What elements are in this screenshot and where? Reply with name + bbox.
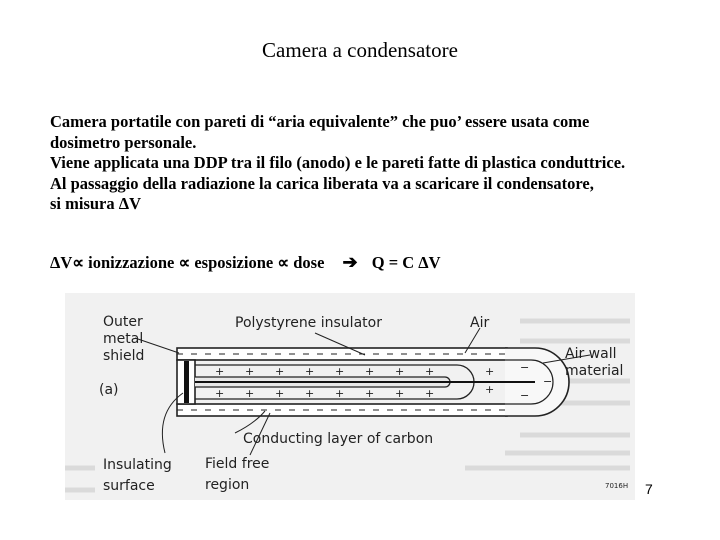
condenser-chamber-diagram [65, 293, 635, 500]
label-field-free-1: Field free [205, 456, 270, 472]
svg-text:+: + [245, 387, 255, 400]
svg-text:+: + [275, 365, 285, 378]
right-arrow-icon: ➔ [342, 252, 358, 272]
formula-right: Q = C ΔV [371, 253, 441, 272]
label-air-wall-1: Air wall [565, 346, 617, 362]
slide-title: Camera a condensatore [262, 38, 458, 62]
label-conducting-layer: Conducting layer of carbon [243, 431, 434, 447]
paragraph-line: si misura ΔV [50, 194, 142, 213]
svg-text:+: + [335, 387, 345, 400]
label-insulating-1: Insulating [103, 457, 172, 473]
svg-text:−: − [543, 375, 553, 388]
description-paragraph [50, 112, 710, 215]
svg-text:+: + [365, 387, 375, 400]
svg-text:+: + [395, 387, 405, 400]
svg-text:+: + [425, 387, 435, 400]
label-air-wall-2: material [565, 363, 624, 379]
svg-text:+: + [395, 365, 405, 378]
label-outer-shield-3: shield [103, 348, 145, 364]
svg-text:+: + [275, 387, 285, 400]
figure-code: 7016H [605, 482, 629, 490]
svg-text:−: − [520, 361, 530, 374]
svg-text:−: − [520, 389, 530, 402]
paragraph-line: Viene applicata una DDP tra il filo (anodo) e le pareti fatte di plastica conduttrice. [50, 153, 626, 172]
svg-text:+: + [215, 365, 225, 378]
svg-text:+: + [425, 365, 435, 378]
svg-text:+: + [485, 365, 495, 378]
paragraph-line: Camera portatile con pareti di “aria equivalente” che puo’ essere usata come [50, 112, 590, 131]
svg-text:+: + [365, 365, 375, 378]
svg-text:+: + [305, 387, 315, 400]
svg-text:+: + [305, 365, 315, 378]
svg-text:+: + [245, 365, 255, 378]
svg-text:+: + [335, 365, 345, 378]
svg-text:+: + [485, 383, 495, 396]
paragraph-line: dosimetro personale. [50, 132, 197, 152]
label-insulating-2: surface [103, 478, 155, 494]
formula-left: ΔV∝ ionizzazione ∝ esposizione ∝ dose [50, 253, 325, 272]
label-outer-shield-2: metal [103, 331, 144, 347]
label-polystyrene: Polystyrene insulator [235, 315, 382, 331]
metal-endplate [184, 361, 189, 403]
proportionality-formula [50, 252, 441, 273]
label-air: Air [470, 315, 490, 331]
label-outer-shield-1: Outer [103, 314, 143, 330]
label-panel-a: (a) [99, 382, 119, 398]
paragraph-line: Al passaggio della radiazione la carica liberata va a scaricare il condensatore, [50, 173, 594, 193]
svg-text:+: + [215, 387, 225, 400]
page-number: 7 [645, 481, 653, 497]
label-field-free-2: region [205, 477, 250, 493]
